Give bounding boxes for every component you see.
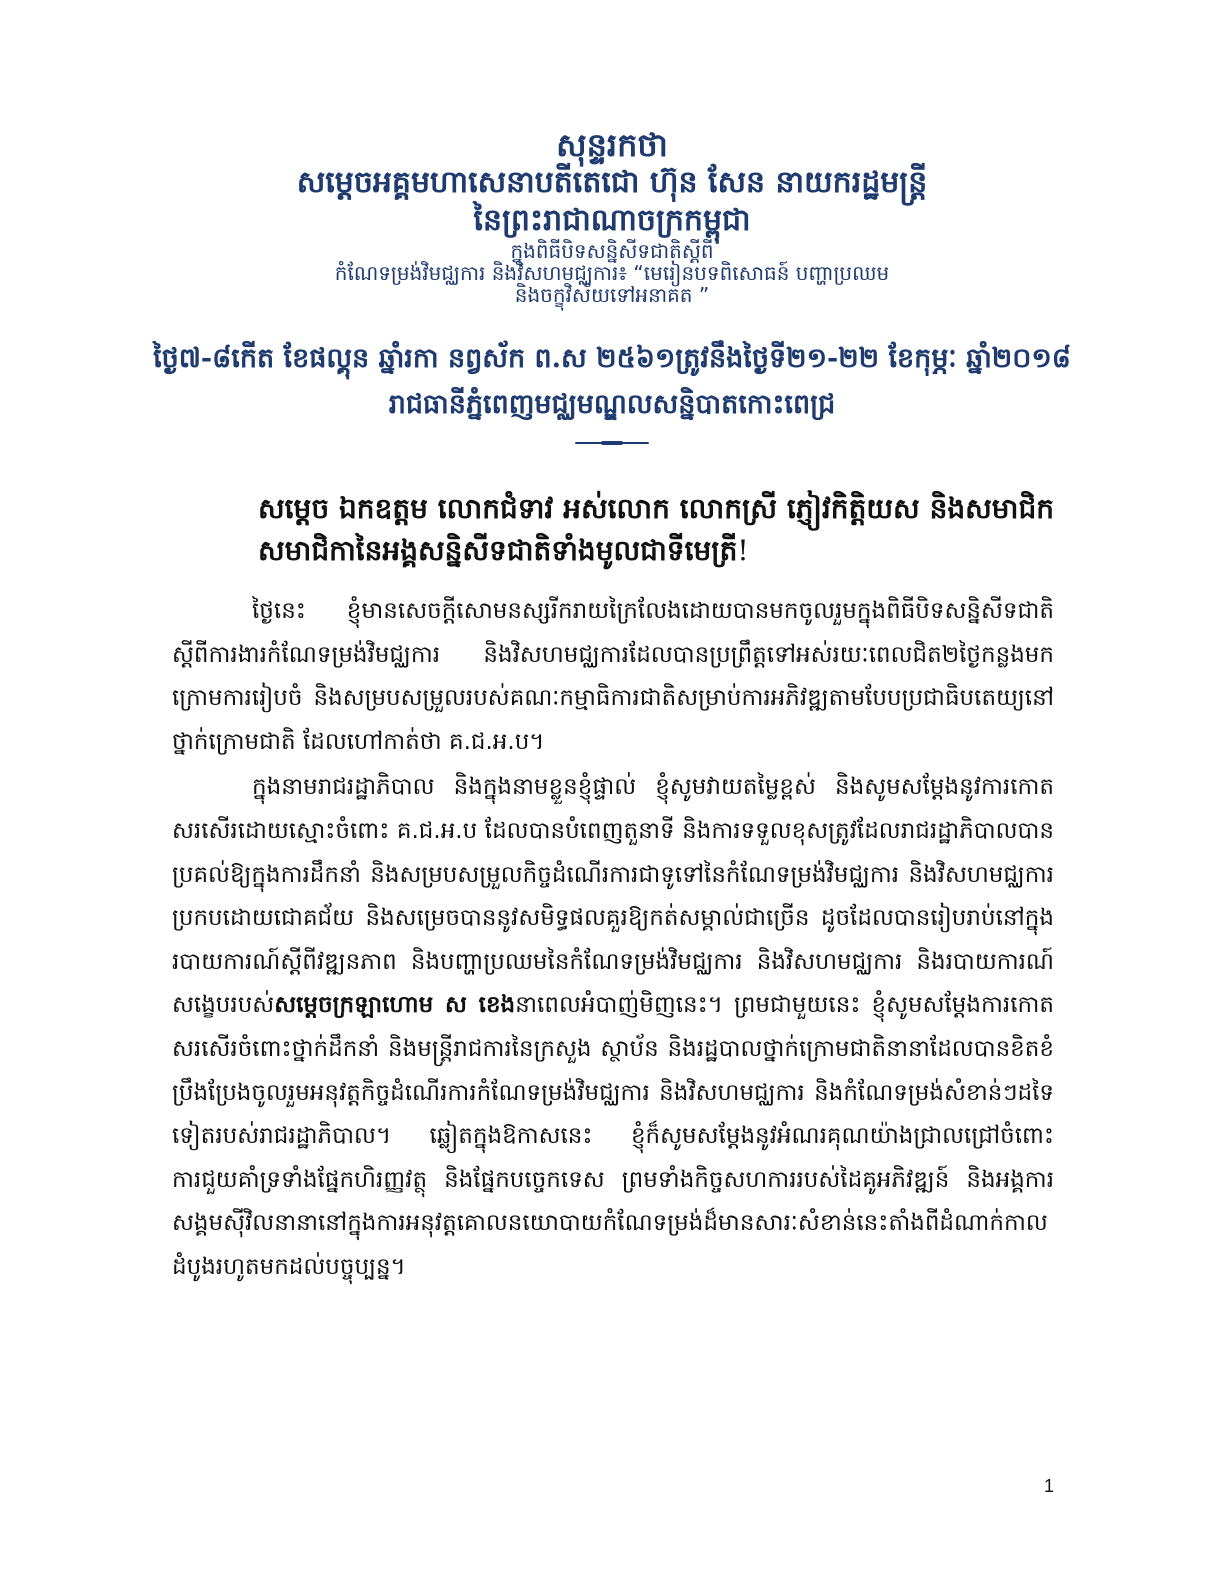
event-line-1: ក្នុងពិធីបិទសន្និសីទជាតិស្តីពី	[510, 239, 714, 263]
date-line: ថ្ងៃ៧-៨កើត ខែផល្គុន ឆ្នាំរកា នព្វស័ក ព.ស ២៥៦១ត្រូវនឹងថ្ងៃទី២១-២២ ខែកុម្ភៈ ឆ្នាំ២០១៨	[153, 343, 1071, 374]
country-line: នៃព្រះរាជាណាចក្រកម្ពុជា	[473, 203, 751, 238]
place-line: រាជធានីភ្នំពេញមជ្ឈមណ្ឌលសន្និបាតកោះពេជ្រ	[388, 389, 836, 420]
paragraph-2-part-a: ក្នុងនាមរាជរដ្ឋាភិបាល និងក្នុងនាមខ្លួនខ្ញុំផ្ទាល់ ខ្ញុំសូមវាយតម្លៃខ្ពស់ និងសូមសម្តែងនូវការកោតសរសើរដោយស្មោះចំពោះ គ.ជ.អ.ប ដែលបានបំពេញតួនាទី និងការទទួលខុសត្រូវដែលរាជរដ្ឋាភិបាលបានប្រគល់ឱ្យក្នុងការដឹកនាំ និងសម្របសម្រួលកិច្ចដំណើរការជាទូទៅនៃកំណែទម្រង់វិមជ្ឈការ និងវិសហមជ្ឈការប្រកបដោយជោគជ័យ និងសម្រេចបាននូវសមិទ្ធផលគួរឱ្យកត់សម្គាល់ជាច្រើន ដូចដែលបានរៀបរាប់នៅក្នុងរបាយការណ៍ស្តីពីវឌ្ឍនភាព និងបញ្ហាប្រឈមនៃកំណែទម្រង់វិមជ្ឈការ និងវិសហមជ្ឈការ និងរបាយការណ៍សង្ខេបរបស់	[172, 774, 1054, 1019]
speech-body	[172, 590, 1054, 1292]
speaker-line: សម្តេចអគ្គមហាសេនាបតីតេជោ ហ៊ុន សែន នាយករដ្ឋមន្ត្រី	[296, 165, 928, 200]
ornament-divider	[575, 442, 649, 444]
page-number: 1	[1043, 1476, 1054, 1496]
paragraph-2	[172, 766, 1054, 1289]
event-line-2: កំណែទម្រង់វិមជ្ឈការ និងវិសហមជ្ឈការ៖ “មេរៀនបទពិសោធន៍ បញ្ហាប្រឈម	[334, 261, 890, 285]
paragraph-1: ថ្ងៃនេះ ខ្ញុំមានសេចក្តីសោមនស្សរីករាយក្រៃលែងដោយបានមកចូលរួមក្នុងពិធីបិទសន្និសីទជាតិស្តីពីការងារកំណែទម្រង់វិមជ្ឈការ និងវិសហមជ្ឈការដែលបានប្រព្រឹត្តទៅអស់រយៈពេលជិត២ថ្ងៃកន្លងមក ក្រោមការរៀបចំ និងសម្របសម្រួលរបស់គណៈកម្មាធិការជាតិសម្រាប់ការអភិវឌ្ឍតាមបែបប្រជាធិបតេយ្យនៅថ្នាក់ក្រោមជាតិ ដែលហៅកាត់ថា គ.ជ.អ.ប។	[172, 598, 1054, 755]
salutation	[258, 488, 1054, 572]
speech-title: សុន្ទរកថា	[556, 126, 668, 164]
paragraph-2-bold-name: សម្តេចក្រឡាហោម ស ខេង	[274, 992, 516, 1019]
date-block	[150, 336, 1074, 428]
event-line-3: និងចក្ខុវិស័យទៅអនាគត ”	[514, 283, 710, 307]
paragraph-2-part-b: នាពេលអំបាញ់មិញនេះ។ ព្រមជាមួយនេះ ខ្ញុំសូមសម្តែងការកោតសរសើរចំពោះថ្នាក់ដឹកនាំ និងមន្ត្រីរាជការនៃក្រសួង ស្ថាប័ន និងរដ្ឋបាលថ្នាក់ក្រោមជាតិនានាដែលបានខិតខំប្រឹងប្រែងចូលរួមអនុវត្តកិច្ចដំណើរការកំណែទម្រង់វិមជ្ឈការ និងវិសហមជ្ឈការ និងកំណែទម្រង់សំខាន់ៗដទៃទៀតរបស់រាជរដ្ឋាភិបាល។ ឆ្លៀតក្នុងឱកាសនេះ ខ្ញុំក៏សូមសម្តែងនូវអំណរគុណយ៉ាងជ្រាលជ្រៅចំពោះការជួយគាំទ្រទាំងផ្នែកហិរញ្ញវត្ថុ និងផ្នែកបច្ចេកទេស ព្រមទាំងកិច្ចសហការរបស់ដៃគូអភិវឌ្ឍន៍ និងអង្គការសង្គមស៊ីវិលនានានៅក្នុងការអនុវត្តគោលនយោបាយកំណែទម្រង់ដ៏មានសារៈសំខាន់នេះតាំងពីដំណាក់កាលដំបូងរហូតមកដល់បច្ចុប្បន្ន។	[172, 992, 1054, 1280]
salutation-text: សម្តេច ឯកឧត្តម លោកជំទាវ អស់លោក លោកស្រី ភ្ញៀវកិត្តិយស និងសមាជិក សមាជិកានៃអង្គសន្និសីទជាតិទាំងមូលជាទីមេត្រី	[258, 492, 1054, 567]
document-header	[150, 126, 1074, 444]
salutation-exclamation: !	[737, 534, 749, 567]
